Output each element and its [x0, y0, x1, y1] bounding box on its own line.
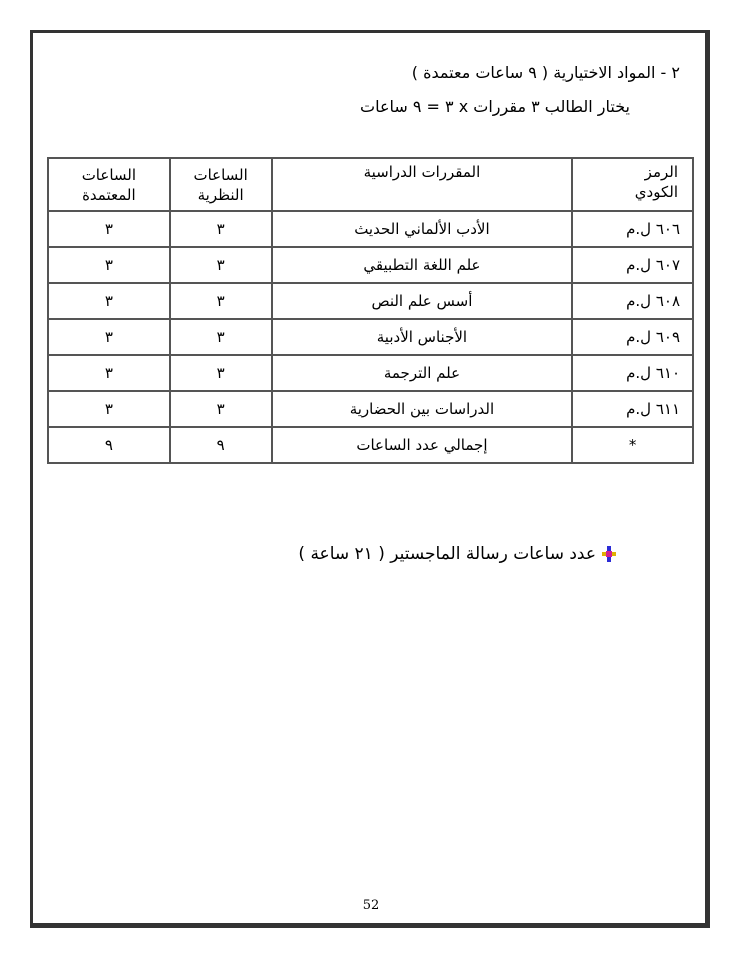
page-number: 52: [362, 898, 380, 913]
thesis-hours-text: عدد ساعات رسالة الماجستير ( ٢١ ساعة ): [298, 544, 596, 564]
course-name: علم الترجمة: [272, 355, 573, 391]
table-row: [48, 391, 693, 427]
credit-hours: ٣: [48, 391, 170, 427]
four-color-cross-bullet-icon: [602, 546, 616, 562]
total-theory-hours: ٩: [170, 427, 272, 463]
course-code: ٦٠٦ ل.م: [572, 211, 693, 247]
section-title: ٢ - المواد الاختيارية ( ٩ ساعات معتمدة ): [411, 63, 680, 82]
credit-hours: ٣: [48, 247, 170, 283]
theory-hours: ٣: [170, 283, 272, 319]
header-credit-line2: المعتمدة: [82, 185, 136, 204]
course-name: أسس علم النص: [272, 283, 573, 319]
course-code: ٦٠٨ ل.م: [572, 283, 693, 319]
total-credit-hours: ٩: [48, 427, 170, 463]
course-name: الأجناس الأدبية: [272, 319, 573, 355]
table-row: [48, 211, 693, 247]
theory-hours: ٣: [170, 319, 272, 355]
course-code: ٦٠٩ ل.م: [572, 319, 693, 355]
header-course: المقررات الدراسية: [272, 158, 573, 211]
header-code: [572, 158, 693, 211]
course-name: الأدب الألماني الحديث: [272, 211, 573, 247]
credit-hours: ٣: [48, 211, 170, 247]
theory-hours: ٣: [170, 211, 272, 247]
section-heading: [180, 56, 680, 124]
course-name: الدراسات بين الحضارية: [272, 391, 573, 427]
theory-hours: ٣: [170, 247, 272, 283]
credit-hours: ٣: [48, 355, 170, 391]
theory-hours: ٣: [170, 391, 272, 427]
theory-hours: ٣: [170, 355, 272, 391]
table-row: [48, 355, 693, 391]
header-code-line2: الكودي: [634, 183, 678, 201]
header-theory-line1: الساعات: [193, 165, 248, 184]
course-code: ٦١٠ ل.م: [572, 355, 693, 391]
header-code-line1: الرمز: [644, 163, 678, 181]
course-code: ٦٠٧ ل.م: [572, 247, 693, 283]
table-row: [48, 247, 693, 283]
table-row: [48, 283, 693, 319]
table-total-row: [48, 427, 693, 463]
header-credit-line1: الساعات: [81, 165, 137, 184]
table-header-row: [48, 158, 693, 211]
section-subtitle: يختار الطالب ٣ مقررات x ٣ = ٩ ساعات: [360, 97, 630, 116]
header-credit-hours: [48, 158, 170, 211]
table-row: [48, 319, 693, 355]
course-code: ٦١١ ل.م: [572, 391, 693, 427]
total-label: إجمالي عدد الساعات: [272, 427, 573, 463]
header-theory-hours: [170, 158, 272, 211]
credit-hours: ٣: [48, 283, 170, 319]
header-theory-line2: النظرية: [197, 185, 244, 204]
courses-table: [47, 157, 694, 464]
course-name: علم اللغة التطبيقي: [272, 247, 573, 283]
credit-hours: ٣: [48, 319, 170, 355]
thesis-hours-note: [298, 544, 616, 564]
total-marker: *: [572, 427, 693, 463]
